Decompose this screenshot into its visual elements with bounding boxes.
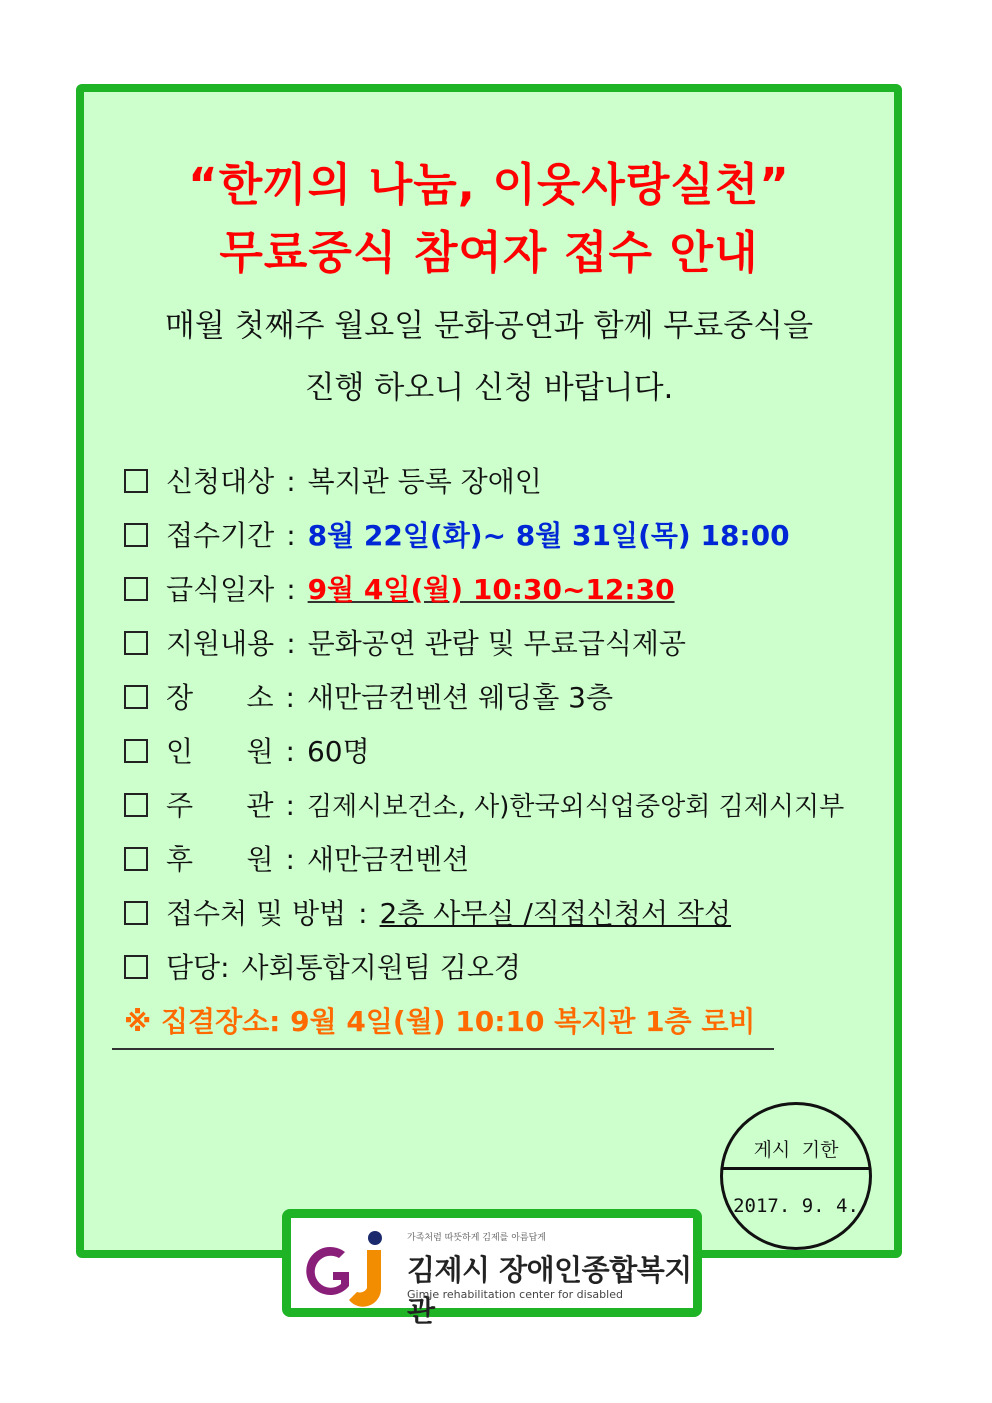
- item-label: 담당:: [166, 951, 230, 984]
- item-label: 신청대상: [166, 465, 275, 498]
- logo-tagline: 가족처럼 따뜻하게 김제를 아름답게: [407, 1233, 546, 1243]
- posting-deadline-stamp: [720, 1102, 872, 1250]
- logo-name: 김제시 장애인종합복지관: [407, 1253, 692, 1328]
- item-support: 지원내용 : 문화공연 관람 및 무료급식제공: [124, 624, 686, 664]
- item-value: 60명: [306, 735, 370, 768]
- checkbox-icon: [124, 739, 148, 763]
- meeting-place-notice: ※ 집결장소: 9월 4일(월) 10:10 복지관 1층 로비: [112, 1002, 774, 1050]
- title-line-2: 무료중식 참여자 접수 안내: [219, 226, 759, 279]
- item-place: 장 소 : 새만금컨벤션 웨딩홀 3층: [124, 678, 613, 718]
- checkbox-icon: [124, 685, 148, 709]
- checkbox-icon: [124, 631, 148, 655]
- item-target: 신청대상 : 복지관 등록 장애인: [124, 462, 542, 502]
- checkbox-icon: [124, 793, 148, 817]
- item-label: 접수기간: [166, 519, 275, 552]
- intro-line-2: 진행 하오니 신청 바랍니다.: [304, 370, 674, 406]
- checkbox-icon: [124, 523, 148, 547]
- item-label: 지원내용: [166, 627, 275, 660]
- item-value: 8월 22일(화)~ 8월 31일(목) 18:00: [307, 519, 790, 552]
- title-line-1: “한끼의 나눔, 이웃사랑실천”: [188, 158, 790, 211]
- item-period: 접수기간 : 8월 22일(화)~ 8월 31일(목) 18:00: [124, 516, 790, 556]
- gj-logo-icon: [305, 1230, 391, 1310]
- item-label: 후 원: [166, 843, 274, 876]
- item-label: 접수처 및 방법: [166, 897, 347, 930]
- checkbox-icon: [124, 847, 148, 871]
- item-contact: [124, 948, 521, 988]
- item-value: 새만금컨벤션 웨딩홀 3층: [306, 681, 614, 714]
- item-value: 새만금컨벤션: [306, 843, 470, 876]
- checkbox-icon: [124, 577, 148, 601]
- item-label: 인 원: [166, 735, 274, 768]
- item-capacity: 인 원 : 60명: [124, 732, 370, 772]
- stamp-divider: [723, 1167, 869, 1170]
- item-meal-date: 급식일자 : 9월 4일(월) 10:30~12:30: [124, 570, 675, 610]
- checkbox-icon: [124, 901, 148, 925]
- item-value: 문화공연 관람 및 무료급식제공: [307, 627, 686, 660]
- checkbox-icon: [124, 469, 148, 493]
- item-label: 주 관: [166, 789, 274, 822]
- item-value: 2층 사무실 /직접신청서 작성: [379, 897, 732, 930]
- item-value: 복지관 등록 장애인: [307, 465, 542, 498]
- intro-line-1: 매월 첫째주 월요일 문화공연과 함께 무료중식을: [164, 308, 814, 344]
- stamp-label: 게시 기한: [753, 1139, 839, 1161]
- checkbox-icon: [124, 955, 148, 979]
- item-value: 사회통합지원팀 김오경: [241, 951, 521, 984]
- organization-logo: [282, 1209, 702, 1328]
- item-value: 김제시보건소, 사)한국외식업중앙회 김제시지부: [306, 792, 845, 822]
- item-value: 9월 4일(월) 10:30~12:30: [307, 573, 675, 606]
- item-sponsor: 후 원 : 새만금컨벤션: [124, 840, 469, 880]
- poster: [76, 84, 902, 1258]
- item-organizer: 주 관 : 김제시보건소, 사)한국외식업중앙회 김제시지부: [124, 786, 844, 826]
- stamp-date: 2017. 9. 4.: [733, 1195, 859, 1217]
- item-label: 급식일자: [166, 573, 275, 606]
- item-label: 장 소: [166, 681, 274, 714]
- logo-english-name: Gimje rehabilitation center for disabled: [407, 1288, 623, 1301]
- item-method: 접수처 및 방법 : 2층 사무실 /직접신청서 작성: [124, 894, 731, 934]
